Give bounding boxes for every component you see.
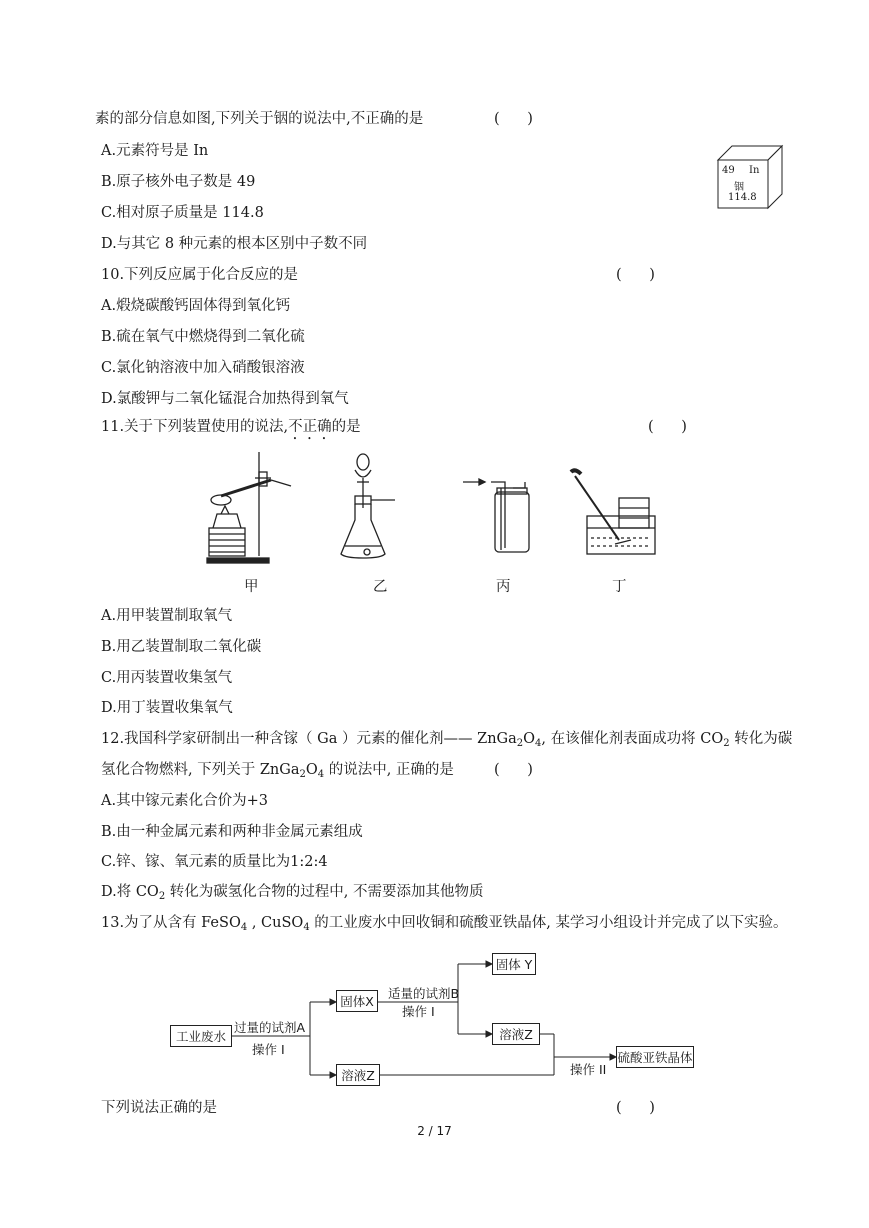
q12-option-d: D.将 $CO_2$ 转化为碳氢化合物的过程中, 不需要添加其他物质 [101, 884, 484, 902]
indium-element-cell [716, 144, 784, 210]
flow-solid-x: 固体X [336, 990, 378, 1012]
q10-option-c: C.氯化钠溶液中加入硝酸银溶液 [101, 360, 305, 376]
q11-option-b: B.用乙装置制取二氧化碳 [101, 639, 262, 655]
q11-answer-paren: ( ) [648, 419, 687, 435]
label-bing: 丙 [496, 579, 511, 595]
q13-answer-paren: ( ) [616, 1100, 655, 1116]
apparatus-yi [341, 454, 395, 558]
flow-industrial-wastewater: 工业废水 [170, 1025, 232, 1047]
q12-option-b: B.由一种金属元素和两种非金属元素组成 [101, 824, 363, 840]
page-number: 2 / 17 [417, 1124, 452, 1138]
element-atomic-mass: 114.8 [728, 192, 757, 203]
q12-stem: 12.我国科学家研制出一种含镓（ Ga ）元素的催化剂—— $ZnGa_2O_4$, 在该催化剂表面成功将 $CO_2$ 转化为碳 [101, 731, 793, 749]
flow-operation-1b: 操作 I [402, 1004, 435, 1019]
flow-ferrous-sulfate-crystal: 硫酸亚铁晶体 [616, 1046, 694, 1068]
q12-option-c: C.锌、镓、氧元素的质量比为1:2:4 [101, 854, 328, 870]
flow-reagent-a: 过量的试剂A [234, 1020, 306, 1035]
q11-option-a: A.用甲装置制取氧气 [101, 608, 233, 624]
element-symbol: In [749, 165, 760, 176]
label-ding: 丁 [612, 579, 627, 595]
apparatus-ding [571, 470, 655, 554]
q9-option-b: B.原子核外电子数是 49 [101, 174, 256, 190]
element-name: 铟 [734, 182, 744, 193]
element-atomic-number: 49 [722, 165, 735, 176]
q13-conclusion: 下列说法正确的是 [101, 1100, 217, 1116]
q9-answer-paren: ( ) [494, 111, 533, 127]
q9-option-d: D.与其它 8 种元素的根本区别中子数不同 [101, 236, 368, 252]
flow-reagent-b: 适量的试剂B [388, 986, 460, 1001]
q12-stem-line2: 氢化合物燃料, 下列关于 $ZnGa_2O_4$ 的说法中, 正确的是 [101, 762, 454, 780]
label-yi: 乙 [373, 579, 388, 595]
q10-option-b: B.硫在氧气中燃烧得到二氧化硫 [101, 329, 305, 345]
q11-apparatus-figure [195, 448, 675, 568]
flow-operation-2: 操作 II [570, 1062, 607, 1077]
q10-stem: 10.下列反应属于化合反应的是 [101, 267, 299, 283]
q11-option-c: C.用丙装置收集氢气 [101, 670, 233, 686]
apparatus-bing [463, 479, 529, 552]
q11-option-d: D.用丁装置收集氧气 [101, 700, 233, 716]
q10-option-a: A.煅烧碳酸钙固体得到氧化钙 [101, 298, 291, 314]
label-jia: 甲 [244, 579, 259, 595]
q12-option-a: A.其中镓元素化合价为+3 [101, 793, 268, 809]
q11-stem-emphasis: 不正确 [288, 419, 332, 435]
q12-answer-paren: ( ) [494, 762, 533, 778]
q11-stem: 11.关于下列装置使用的说法,不正确的是 [101, 419, 361, 435]
q9-stem: 素的部分信息如图,下列关于铟的说法中,不正确的是 [95, 111, 424, 127]
flow-operation-1: 操作 I [252, 1042, 285, 1057]
flow-solid-y: 固体 Y [492, 953, 536, 975]
flow-solution-z-1: 溶液Z [336, 1064, 380, 1086]
q10-answer-paren: ( ) [616, 267, 655, 283]
q13-stem: 13.为了从含有 FeSO$_4$ , CuSO$_4$ 的工业废水中回收铜和硫酸亚铁晶体, 某学习小组设计并完成了以下实验。 [101, 915, 788, 933]
q9-option-c: C.相对原子质量是 114.8 [101, 205, 264, 221]
q9-option-a: A.元素符号是 In [101, 143, 209, 159]
apparatus-jia [207, 452, 291, 563]
flow-solution-z-2: 溶液Z [492, 1023, 540, 1045]
q10-option-d: D.氯酸钾与二氧化锰混合加热得到氧气 [101, 391, 349, 407]
